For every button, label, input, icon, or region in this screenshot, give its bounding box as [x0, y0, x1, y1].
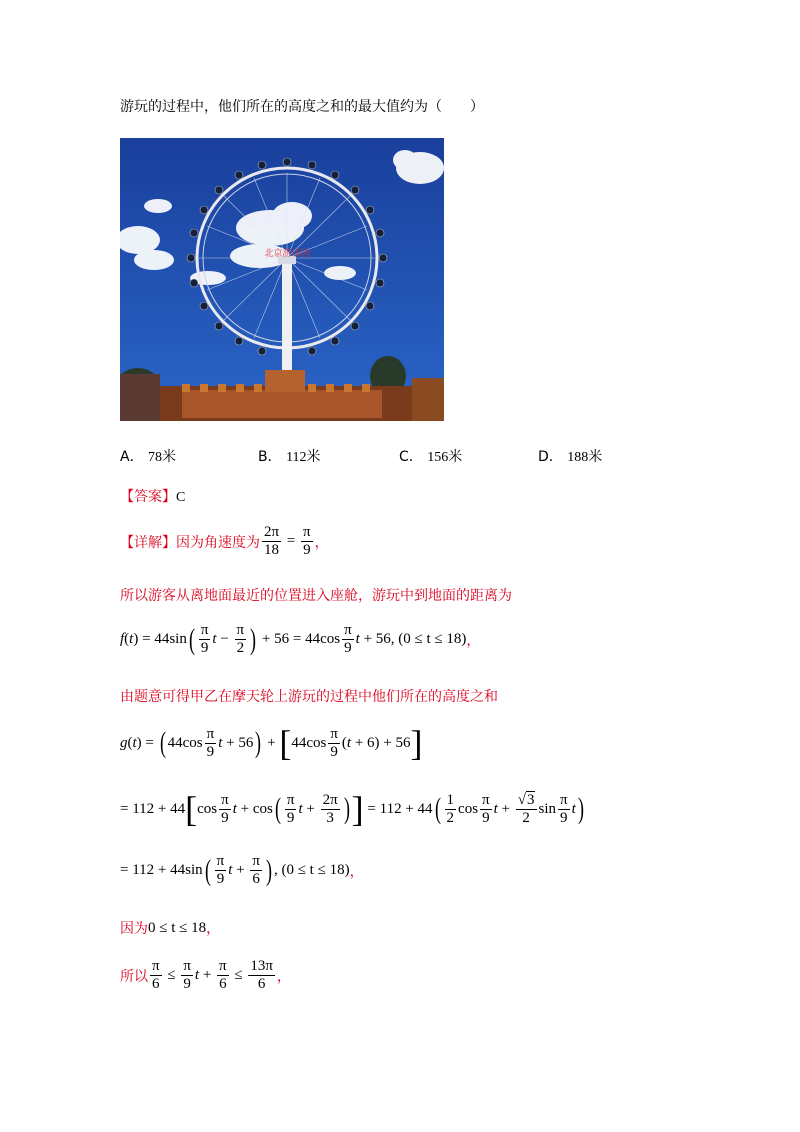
ferris-wheel-image: [120, 138, 444, 421]
detail-line-3: 由题意可得甲乙在摩天轮上游玩的过程中他们所在的高度之和: [120, 689, 498, 705]
wheel-sign: 北京游乐园: [264, 249, 310, 259]
detail-line-1: 【详解】 因为角速度为 $\frac{2\pi}{18}$ = $\frac{\pi}{9}$ ，: [120, 524, 329, 558]
detail-label: 【详解】: [120, 534, 176, 551]
formula-f: f ( t ) = 44 sin ( $\frac{\pi}{9}$ t − $\frac{\pi}{2}$ ) + 56 = 44 cos $\frac{\pi}{9}$ t + 56 , ( 0 ≤ t ≤ 18 ) ，: [120, 622, 481, 656]
option-c: C． 156米: [399, 449, 463, 465]
formula-step-2: = 112 + 44 [ cos $\frac{\pi}{9}$ t + cos ( $\frac{\pi}{9}$ t + $\frac{2\pi}{3}$ ) ] = 112 + 44 ( $\frac{1}{2}$ cos $\frac{\pi}{9}$ t + $\frac{√3}{2}$ sin $\frac{\pi}{9}$ t ): [120, 789, 584, 829]
option-a: A． 78米: [120, 449, 177, 465]
answer-label: 【答案】: [120, 489, 176, 505]
detail-line-5: 所以 $\frac{\pi}{6}$ ≤ $\frac{\pi}{9}$ t + $\frac{\pi}{6}$ ≤ $\frac{13\pi}{6}$ ，: [120, 958, 291, 992]
formula-g: g ( t ) = ( 44 cos $\frac{\pi}{9}$ t + 56 ) + [ 44 cos $\frac{\pi}{9}$ ( t + 6 ) + 56 ]: [120, 723, 423, 763]
question-stem: 游玩的过程中，他们所在的高度之和的最大值约为（ ）: [120, 99, 484, 115]
answer-line: [120, 486, 185, 506]
detail-line-2: 所以游客从离地面最近的位置进入座舱，游玩中到地面的距离为: [120, 588, 512, 604]
answer-value: C: [176, 490, 186, 505]
option-d: D． 188米: [538, 449, 603, 465]
option-b: B． 112米: [258, 449, 321, 465]
detail-line-4: 因为 0 ≤ t ≤ 18 ，: [120, 919, 221, 937]
formula-step-3: = 112 + 44 sin ( $\frac{\pi}{9}$ t + $\frac{\pi}{6}$ ) , ( 0 ≤ t ≤ 18 ) ，: [120, 853, 364, 887]
